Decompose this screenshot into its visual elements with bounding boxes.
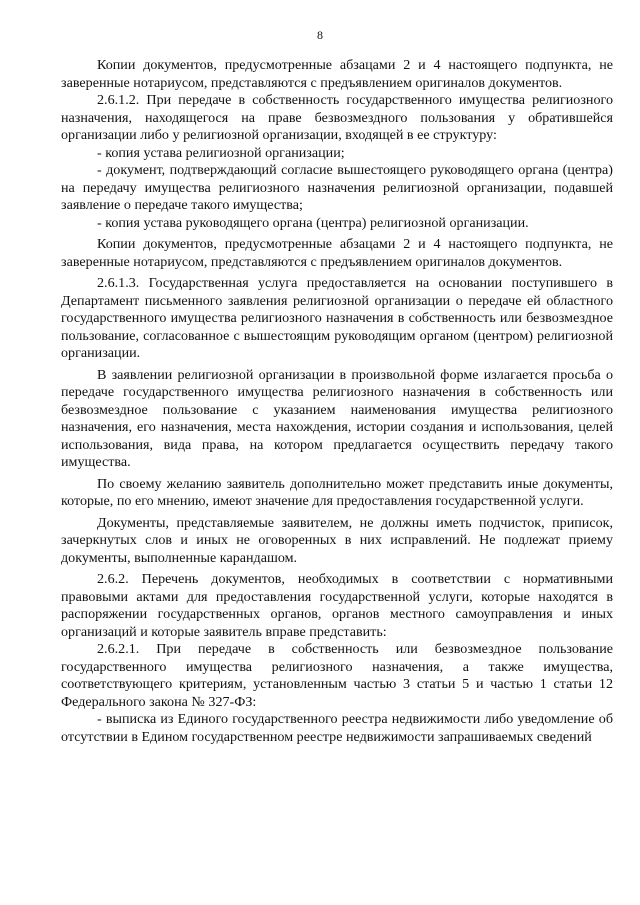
paragraph: 2.6.2. Перечень документов, необходимых в соответствии с нормативными правовыми актами для предоставления государственной услуги, которые находятся в распоряжении государственных органов, органов местного самоуправления и иных организаций и которые заявитель вправе представить: [61,571,613,640]
list-item: - копия устава религиозной организации; [97,144,345,161]
paragraph: Документы, представляемые заявителем, не должны иметь подчисток, приписок, зачеркнутых слов и иных не оговоренных в них исправлений. Не подлежат приему документы, выполненные карандашом. [61,514,613,566]
paragraph: Копии документов, предусмотренные абзацами 2 и 4 настоящего подпункта, не заверенные нотариусом, представляются с предъявлением оригиналов документов. [61,57,613,91]
list-item: - копия устава руководящего органа (центра) религиозной организации. [97,214,529,231]
paragraph: В заявлении религиозной организации в произвольной форме излагается просьба о передаче государственного имущества религиозного назначения в собственность или безвозмездное пользование с указанием наименования имущества религиозного назначения, его назначения, места нахождения, истории создания и использования, целей использования, вида права, на котором предлагается осуществить передачу такого имущества. [61,366,613,470]
document-body [61,57,613,746]
paragraph: Копии документов, предусмотренные абзацами 2 и 4 настоящего подпункта, не заверенные нотариусом, представляются с предъявлением оригиналов документов. [61,236,613,270]
page-number: 8 [317,28,323,42]
paragraph: 2.6.1.2. При передаче в собственность государственного имущества религиозного назначения, находящегося на праве безвозмездного пользования у обратившейся организации либо у религиозной организации, входящей в ее структуру: [61,92,613,143]
paragraph: 2.6.1.3. Государственная услуга предоставляется на основании поступившего в Департамент письменного заявления религиозной организации о передаче ей областного государственного имущества религиозного назначения в собственность или безвозмездное пользование, согласованное с вышестоящим руководящим органом (центром) религиозной организации. [61,275,613,361]
paragraph: 2.6.2.1. При передаче в собственность или безвозмездное пользование государственного имущества религиозного назначения, а также имущества, соответствующего критериям, установленным частью 3 статьи 5 и частью 1 статьи 12 Федерального закона № 327-ФЗ: [61,641,613,710]
list-item: - выписка из Единого государственного реестра недвижимости либо уведомление об отсутствии в Едином государственном реестре недвижимости запрашиваемых сведений [61,711,613,745]
list-item: - документ, подтверждающий согласие вышестоящего руководящего органа (центра) на передачу имущества религиозного назначения религиозной организации, подавшей заявление о передаче такого имущества; [61,162,613,213]
paragraph: По своему желанию заявитель дополнительно может представить иные документы, которые, по его мнению, имеют значение для предоставления государственной услуги. [61,475,613,509]
